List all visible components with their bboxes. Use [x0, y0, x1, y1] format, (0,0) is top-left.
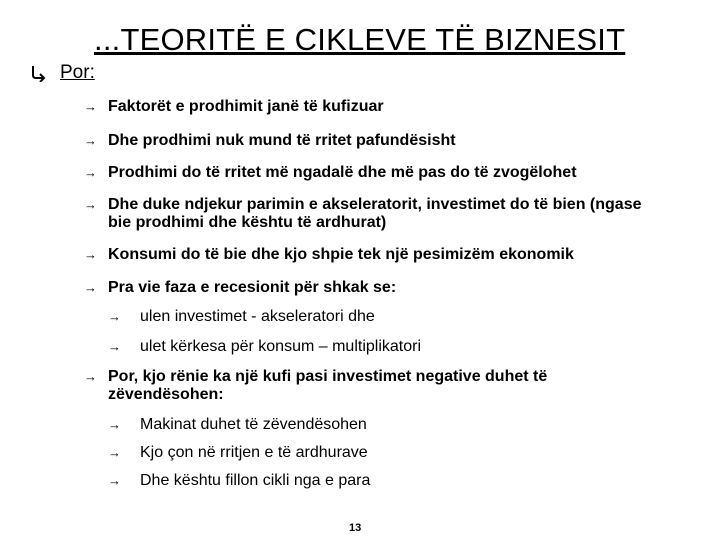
slide-title: ...TEORITË E CIKLEVE TË BIZNESIT	[94, 22, 626, 57]
arrow-icon: →	[84, 369, 97, 384]
arrow-icon: →	[84, 99, 97, 114]
sub-list-item-text: Kjo çon në rritjen e të ardhurave	[140, 444, 368, 461]
page-number: 13	[349, 522, 362, 534]
arrow-icon: →	[84, 133, 97, 148]
arrow-icon: →	[84, 165, 97, 180]
list-item-text: Prodhimi do të rritet më ngadalë dhe më pas do të zvogëlohet	[108, 164, 577, 181]
sub-list-item-text: Makinat duhet të zëvendësohen	[140, 416, 367, 433]
arrow-icon: →	[108, 339, 121, 354]
list-item	[84, 246, 694, 264]
arrow-icon: →	[84, 247, 97, 262]
sub-list-item-text: Dhe kështu fillon cikli nga e para	[140, 472, 371, 489]
hook-arrow-icon	[30, 64, 46, 82]
list-item	[84, 196, 694, 232]
arrow-icon: →	[108, 309, 121, 324]
arrow-icon: →	[84, 197, 97, 212]
sub-list-item	[108, 338, 668, 356]
list-item-text: Dhe duke ndjekur parimin e akseleratorit, investimet do të bien (ngase bie prodhimi dhe kështu të ardhurat)	[108, 196, 642, 231]
sub-list-item	[108, 308, 668, 326]
list-item	[84, 132, 694, 150]
list-item-text: Faktorët e prodhimit janë të kufizuar	[108, 98, 384, 115]
sub-list-item-text: ulet kërkesa për konsum – multiplikatori	[140, 338, 422, 355]
arrow-icon: →	[108, 417, 121, 432]
sub-list-item-text: ulen investimet - akseleratori dhe	[140, 308, 375, 325]
list-item-text: Konsumi do të bie dhe kjo shpie tek një pesimizëm ekonomik	[108, 246, 574, 263]
subheading	[30, 62, 95, 84]
arrow-icon: →	[84, 280, 97, 295]
list-item	[84, 279, 694, 297]
list-item	[84, 98, 694, 116]
list-item-text: Pra vie faza e recesionit për shkak se:	[108, 279, 397, 296]
arrow-icon: →	[108, 473, 121, 488]
sub-list-item	[108, 472, 668, 490]
list-item-text: Dhe prodhimi nuk mund të rritet pafundësisht	[108, 132, 456, 149]
list-item-text: Por, kjo rënie ka një kufi pasi investimet negative duhet të zëvendësohen:	[108, 368, 548, 403]
arrow-icon: →	[108, 445, 121, 460]
list-item	[84, 164, 694, 182]
list-item	[84, 368, 694, 404]
sub-list-item	[108, 416, 668, 434]
sub-list-item	[108, 444, 668, 462]
subheading-label: Por:	[60, 62, 95, 83]
